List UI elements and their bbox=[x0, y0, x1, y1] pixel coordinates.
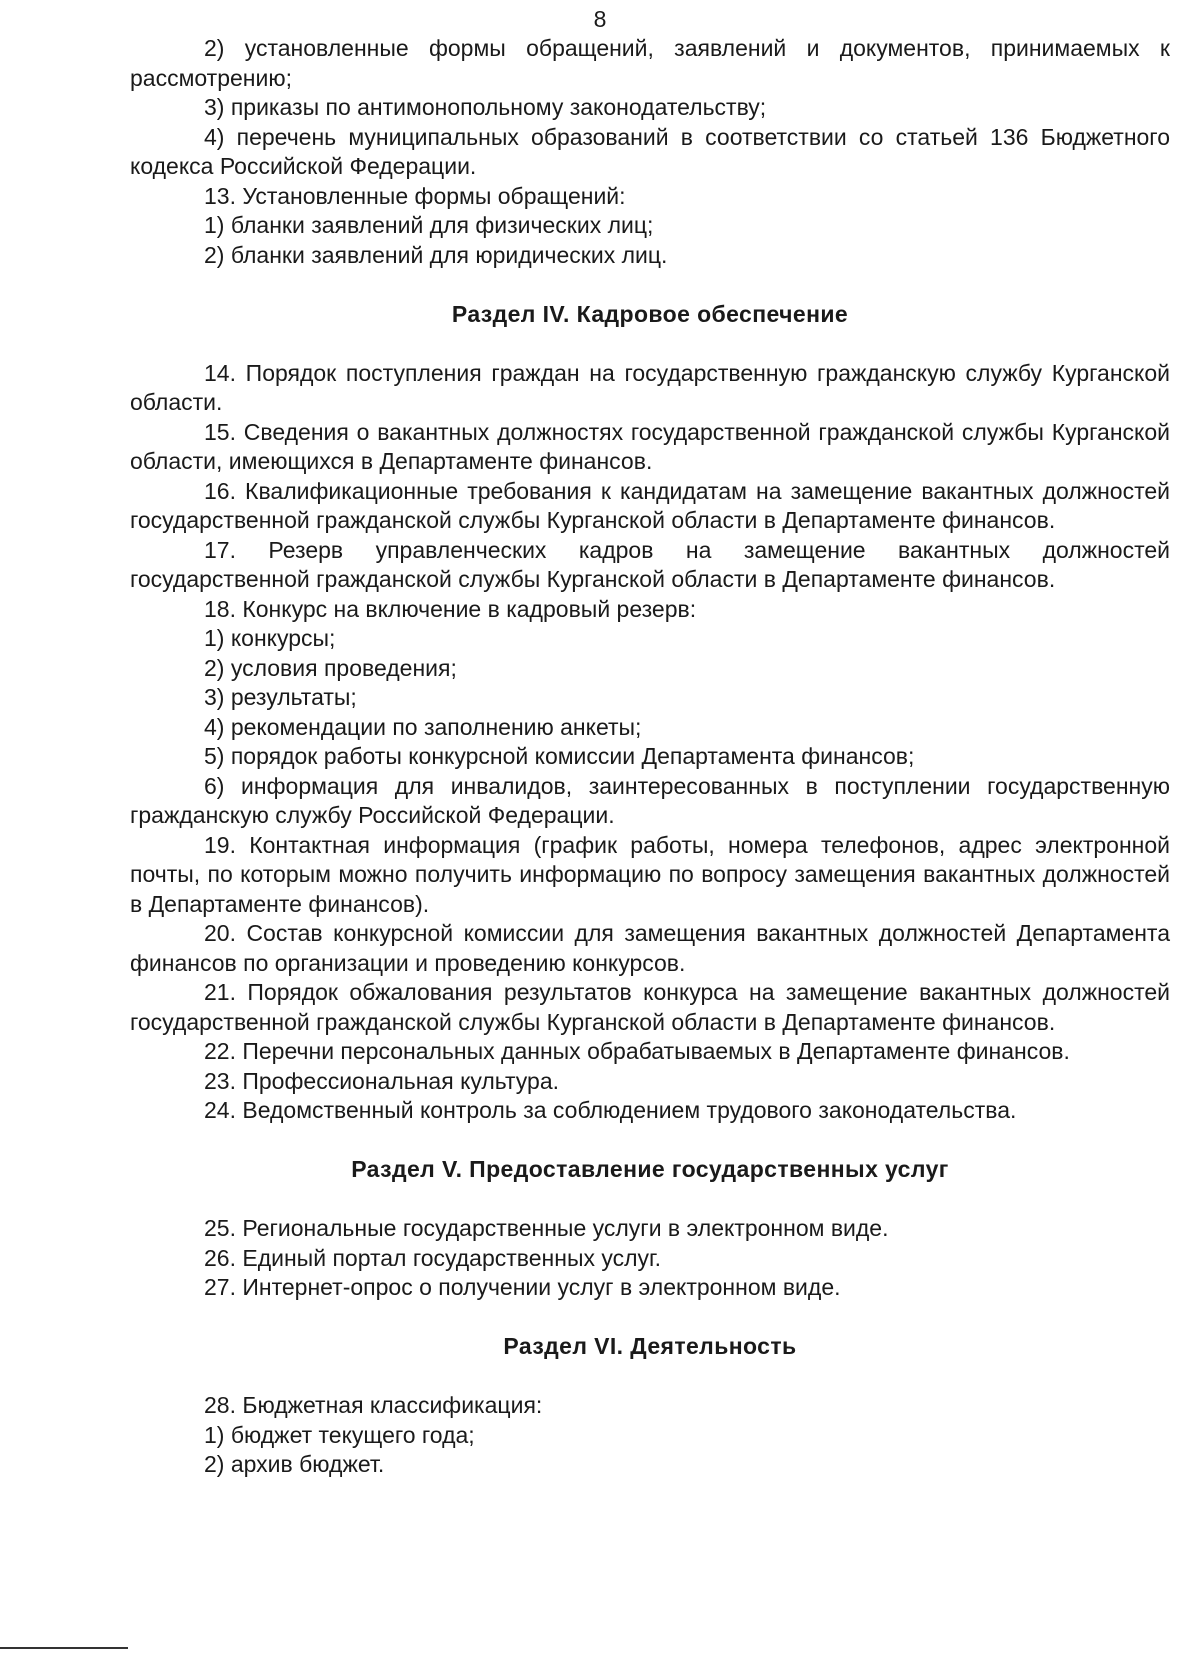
section-heading-iv: Раздел IV. Кадровое обеспечение bbox=[451, 300, 849, 327]
paragraph: 17. Резерв управленческих кадров на замещение вакантных должностей государственной гражданской службы Курганской области в Департаменте финансов. bbox=[130, 536, 1170, 592]
paragraph: 26. Единый портал государственных услуг. bbox=[204, 1244, 662, 1271]
list-item: 4) рекомендации по заполнению анкеты; bbox=[204, 713, 642, 740]
paragraph: 24. Ведомственный контроль за соблюдением трудового законодательства. bbox=[204, 1097, 1017, 1123]
page-content bbox=[130, 34, 1170, 1480]
paragraph: 4) перечень муниципальных образований в соответствии со статьей 136 Бюджетного кодекса Российской Федерации. bbox=[130, 123, 1170, 179]
paragraph: 22. Перечни персональных данных обрабатываемых в Департаменте финансов. bbox=[204, 1038, 1070, 1064]
list-item: 2) архив бюджет. bbox=[204, 1451, 385, 1477]
paragraph: 25. Региональные государственные услуги в электронном виде. bbox=[204, 1215, 889, 1241]
list-item: 2) условия проведения; bbox=[204, 654, 457, 681]
paragraph: 14. Порядок поступления граждан на государственную гражданскую службу Курганской области. bbox=[130, 359, 1170, 415]
paragraph: 23. Профессиональная культура. bbox=[204, 1067, 559, 1094]
paragraph: 18. Конкурс на включение в кадровый резерв: bbox=[204, 595, 697, 622]
section-heading-v: Раздел V. Предоставление государственных услуг bbox=[351, 1156, 949, 1182]
paragraph: 16. Квалификационные требования к кандидатам на замещение вакантных должностей государственной гражданской службы Курганской области в Департаменте финансов. bbox=[130, 477, 1170, 533]
list-item: 6) информация для инвалидов, заинтересованных в поступлении государственную гражданскую службу Российской Федерации. bbox=[130, 772, 1170, 828]
paragraph: 13. Установленные формы обращений: bbox=[204, 182, 626, 209]
list-item: 5) порядок работы конкурсной комиссии Департамента финансов; bbox=[204, 743, 915, 769]
paragraph: 20. Состав конкурсной комиссии для замещения вакантных должностей Департамента финансов по организации и проведению конкурсов. bbox=[130, 920, 1170, 976]
paragraph: 3) приказы по антимонопольному законодательству; bbox=[204, 94, 767, 120]
paragraph: 2) бланки заявлений для юридических лиц. bbox=[204, 241, 668, 268]
paragraph: 21. Порядок обжалования результатов конкурса на замещение вакантных должностей государственной гражданской службы Курганской области в Департаменте финансов. bbox=[130, 979, 1170, 1035]
list-item: 1) бюджет текущего года; bbox=[204, 1421, 475, 1448]
list-item: 1) конкурсы; bbox=[204, 625, 336, 651]
page-number: 8 bbox=[593, 6, 607, 32]
paragraph: 27. Интернет-опрос о получении услуг в электронном виде. bbox=[204, 1274, 841, 1300]
paragraph: 1) бланки заявлений для физических лиц; bbox=[204, 212, 654, 238]
paragraph: 2) установленные формы обращений, заявлений и документов, принимаемых к рассмотрению; bbox=[130, 35, 1170, 91]
paragraph: 28. Бюджетная классификация: bbox=[204, 1392, 543, 1418]
footer-rule bbox=[0, 1647, 128, 1649]
paragraph: 15. Сведения о вакантных должностях государственной гражданской службы Курганской области, имеющихся в Департаменте финансов. bbox=[130, 418, 1170, 474]
section-heading-vi: Раздел VI. Деятельность bbox=[503, 1333, 797, 1359]
list-item: 3) результаты; bbox=[204, 684, 357, 710]
paragraph: 19. Контактная информация (график работы, номера телефонов, адрес электронной почты, по которым можно получить информацию по вопросу замещения вакантных должностей в Департаменте финансов). bbox=[130, 831, 1170, 917]
